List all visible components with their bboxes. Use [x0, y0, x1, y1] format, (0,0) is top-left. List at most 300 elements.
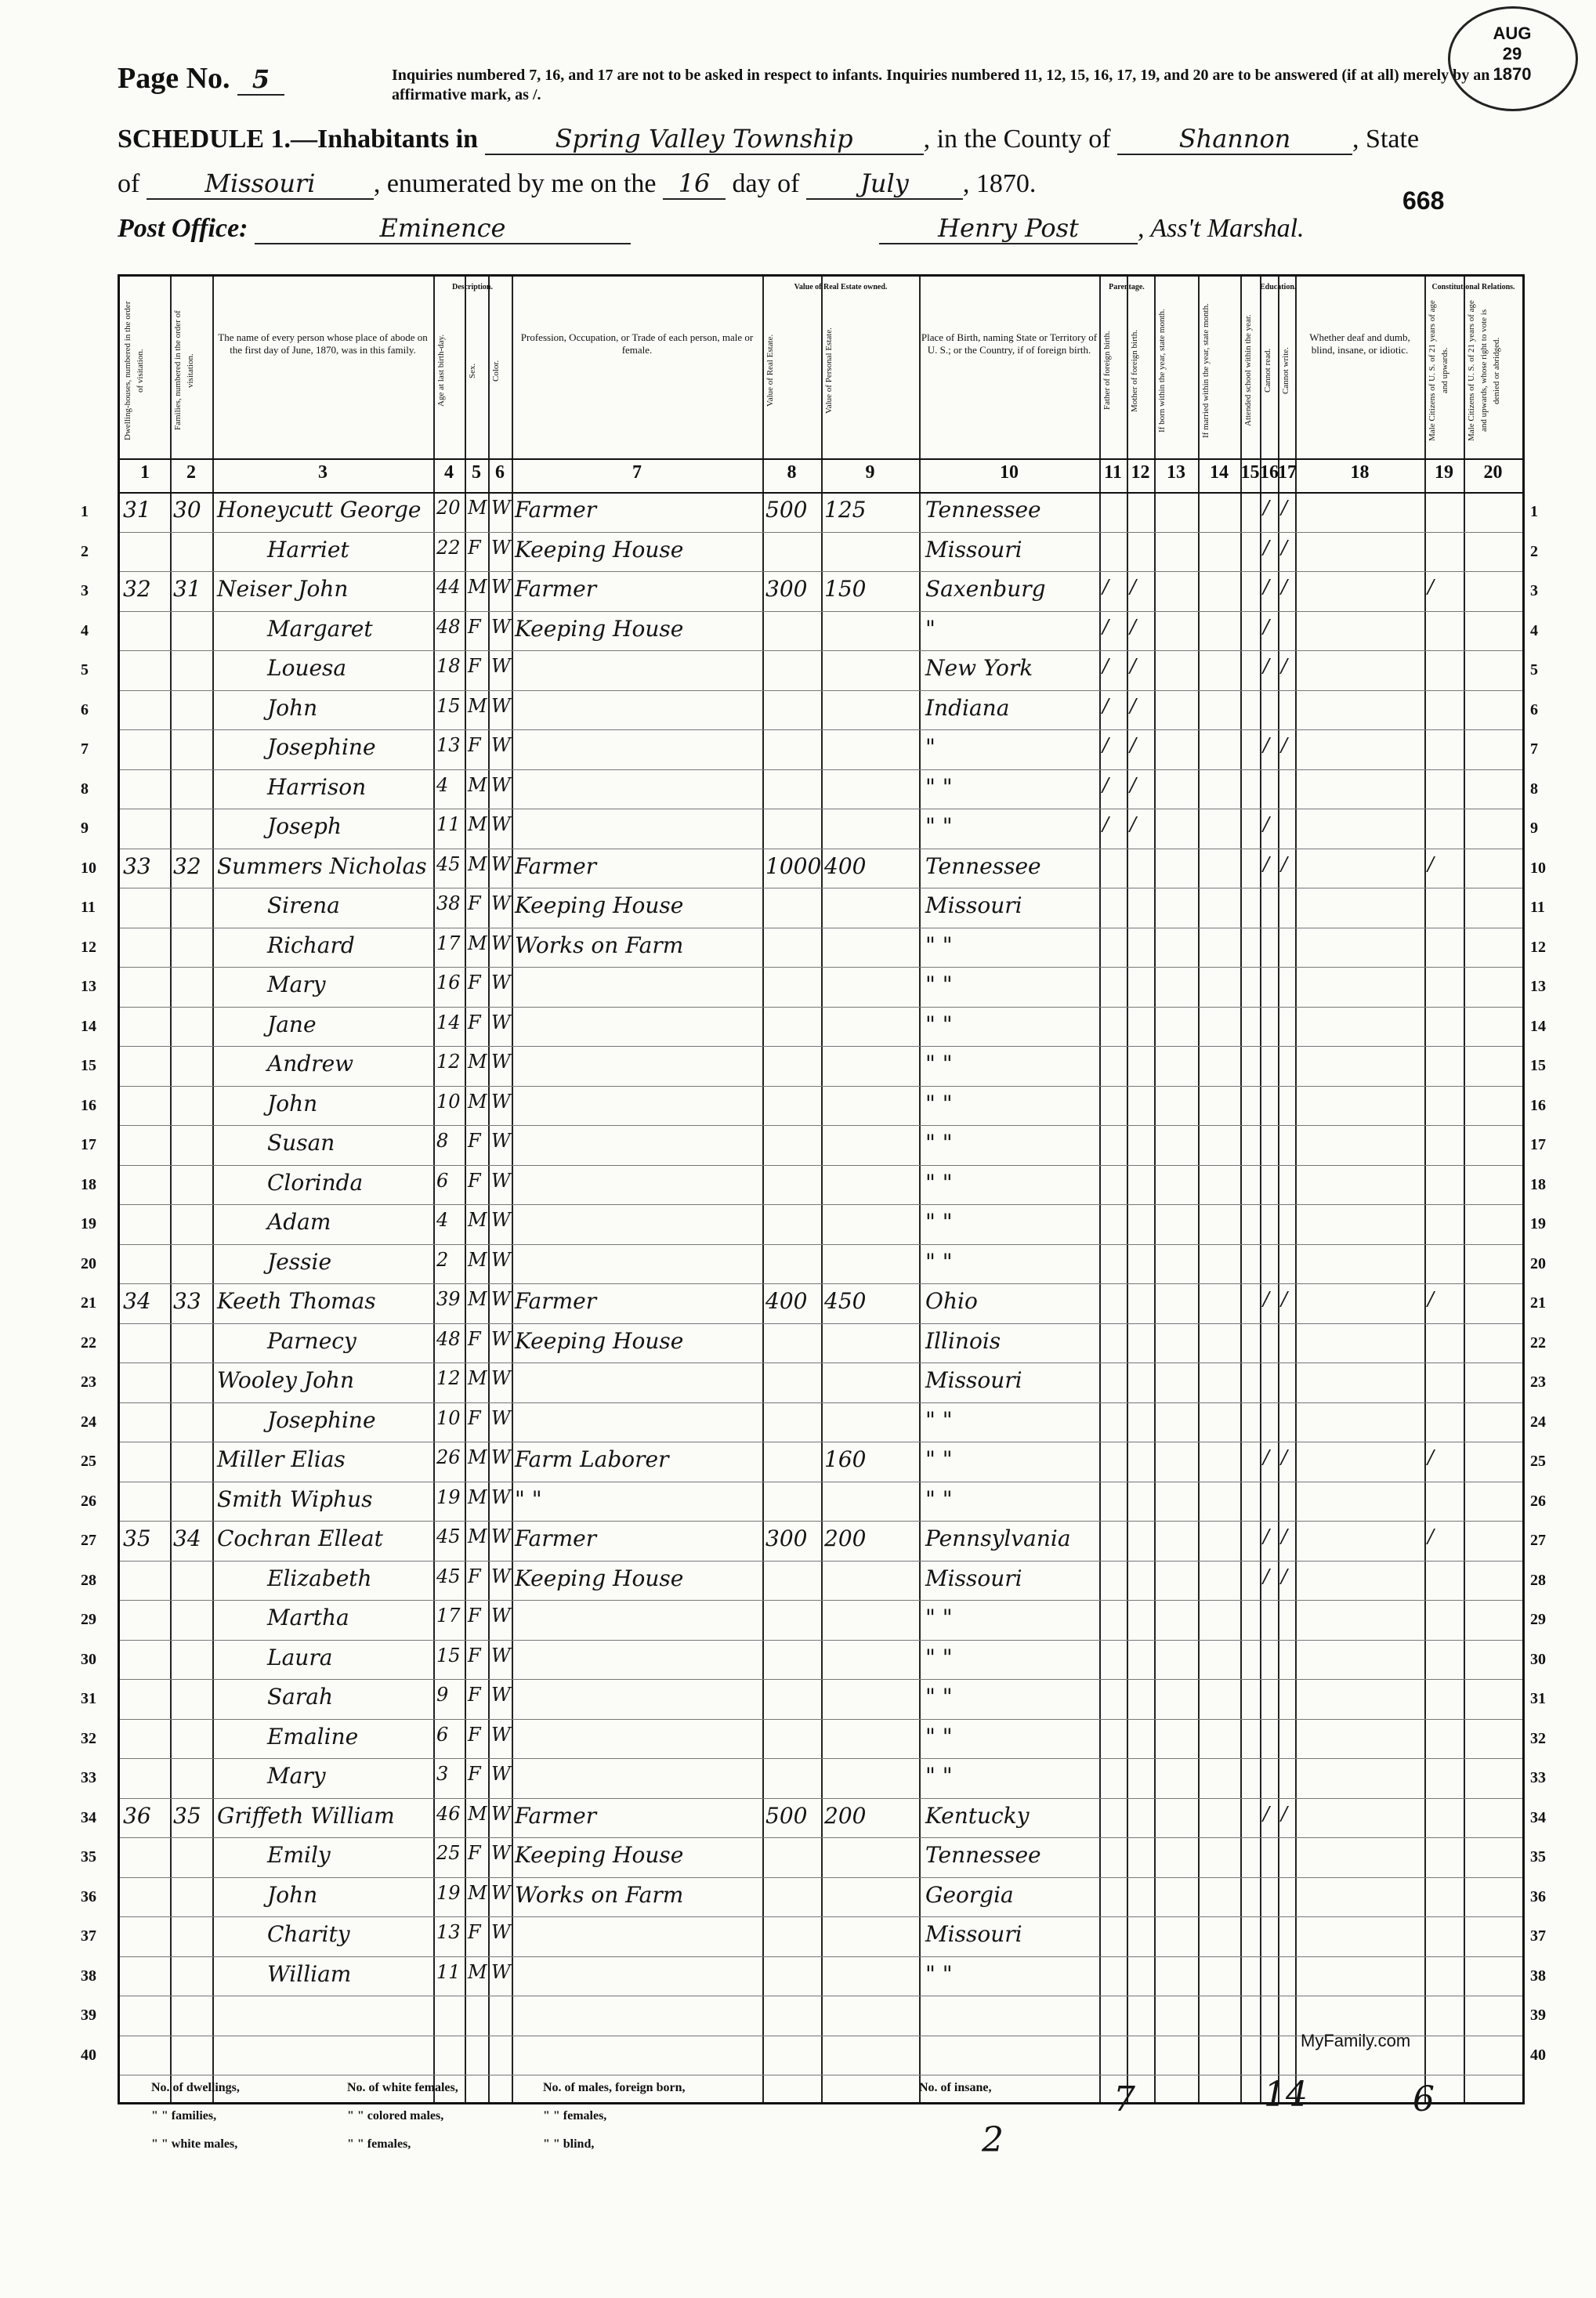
sex: M	[468, 1209, 487, 1231]
sex: F	[468, 536, 481, 559]
mother-foreign-mark: /	[1130, 615, 1137, 638]
column-number: 19	[1435, 462, 1453, 483]
row-rule	[120, 769, 1522, 770]
column-number: 20	[1483, 462, 1503, 483]
column-number: 7	[632, 462, 642, 483]
row-rule	[120, 1837, 1522, 1838]
column-divider	[1127, 277, 1128, 2102]
row-rule	[120, 1046, 1522, 1047]
column-header-6: Color.	[491, 360, 501, 382]
row-number-right: 18	[1530, 1175, 1546, 1193]
birthplace: Saxenburg	[925, 576, 1046, 602]
person-name: Honeycutt George	[217, 497, 422, 523]
person-name: Keeth Thomas	[217, 1288, 376, 1314]
color: W	[491, 1605, 511, 1627]
sex: M	[468, 1525, 487, 1547]
color: W	[491, 1130, 511, 1152]
row-number-right: 25	[1530, 1453, 1546, 1470]
column-divider	[1198, 277, 1200, 2102]
row-number-left: 38	[81, 1967, 96, 1985]
row-number-right: 20	[1530, 1254, 1546, 1272]
sex: F	[468, 972, 481, 993]
citizen-mark: /	[1428, 1525, 1435, 1547]
color: W	[491, 1288, 511, 1310]
birthplace: Missouri	[925, 1367, 1022, 1393]
age: 46	[436, 1802, 461, 1825]
row-number-left: 40	[81, 2046, 96, 2064]
cannot-read-mark: /	[1263, 1565, 1270, 1587]
date-stamp-text: AUG 29 1870	[1493, 24, 1532, 84]
birthplace: " "	[925, 1248, 953, 1275]
sex: F	[468, 1763, 481, 1785]
row-number-left: 7	[81, 740, 89, 758]
row-rule	[120, 1758, 1522, 1759]
birthplace: " "	[925, 813, 953, 839]
occupation: Keeping House	[515, 536, 684, 563]
row-number-left: 22	[81, 1334, 96, 1352]
sex: F	[468, 1565, 481, 1587]
cannot-read-mark: /	[1263, 1446, 1270, 1468]
column-header-15: Attended school within the year.	[1243, 314, 1253, 427]
column-number: 12	[1131, 462, 1150, 483]
sex: F	[468, 1842, 481, 1864]
row-number-left: 20	[81, 1254, 96, 1272]
person-name: Miller Elias	[217, 1446, 346, 1472]
row-rule	[120, 1402, 1522, 1403]
row-number-left: 10	[81, 859, 96, 877]
sex: M	[468, 1248, 487, 1271]
column-number: 15	[1240, 462, 1260, 483]
column-number: 14	[1210, 462, 1229, 483]
color: W	[491, 1842, 511, 1864]
row-rule	[120, 1679, 1522, 1680]
occupation: Farm Laborer	[515, 1446, 669, 1472]
row-number-right: 33	[1530, 1769, 1546, 1786]
row-rule	[120, 650, 1522, 651]
color: W	[491, 892, 511, 914]
row-number-left: 27	[81, 1532, 96, 1549]
cannot-read-mark: /	[1263, 536, 1270, 559]
row-number-right: 35	[1530, 1848, 1546, 1866]
row-number-left: 30	[81, 1650, 96, 1668]
footer-label: " " colored males,	[347, 2109, 444, 2122]
birthplace: Georgia	[925, 1881, 1014, 1908]
occupation: Farmer	[515, 852, 597, 879]
row-number-right: 30	[1530, 1650, 1546, 1668]
sex: M	[468, 813, 487, 835]
father-foreign-mark: /	[1102, 694, 1109, 717]
row-rule	[120, 611, 1522, 612]
personal-estate-value: 125	[824, 497, 867, 523]
column-number: 5	[472, 462, 481, 483]
occupation: Works on Farm	[515, 932, 684, 958]
color: W	[491, 1090, 511, 1113]
group-header-parentage: Parentage.	[1109, 283, 1145, 291]
column-divider	[170, 277, 172, 2102]
sex: M	[468, 694, 487, 717]
column-divider	[1424, 277, 1426, 2102]
age: 6	[436, 1723, 449, 1746]
cannot-read-mark: /	[1263, 734, 1270, 756]
column-divider	[465, 277, 466, 2102]
person-name: Clorinda	[267, 1169, 364, 1196]
real-estate-value: 300	[765, 1525, 808, 1551]
occupation: Keeping House	[515, 1327, 684, 1354]
sex: F	[468, 1684, 481, 1706]
column-header-2: Families, numbered in the order of visitation.	[173, 310, 195, 431]
age: 10	[436, 1090, 461, 1113]
cannot-read-mark: /	[1263, 1288, 1270, 1310]
column-header-20: Male Citizens of U. S. of 21 years of age and upwards, whose right to vote is denied or abridged.	[1467, 300, 1501, 441]
birthplace: " "	[925, 1684, 953, 1710]
row-number-right: 17	[1530, 1136, 1546, 1153]
sex: M	[468, 1486, 487, 1508]
row-number-right: 5	[1530, 661, 1538, 679]
row-number-left: 16	[81, 1096, 96, 1114]
day-field: 16	[663, 168, 726, 200]
color: W	[491, 1446, 511, 1468]
person-name: John	[267, 1090, 318, 1116]
sex: M	[468, 1802, 487, 1825]
family-number: 35	[173, 1802, 201, 1829]
column-number: 10	[1000, 462, 1019, 483]
education-tally: 14	[1264, 2075, 1308, 2115]
dwelling-number: 35	[123, 1525, 151, 1551]
father-foreign-mark: /	[1102, 773, 1109, 796]
row-number-left: 2	[81, 542, 89, 560]
row-number-left: 4	[81, 621, 89, 639]
group-header-value_group: Value of Real Estate owned.	[794, 283, 888, 291]
age: 20	[436, 497, 461, 519]
cannot-write-mark: /	[1281, 536, 1288, 559]
row-number-right: 12	[1530, 938, 1546, 956]
enumeration-line: of Missouri , enumerated by me on the 16 day of July , 1870.	[118, 168, 1037, 198]
row-rule	[120, 1600, 1522, 1601]
person-name: Jessie	[267, 1248, 332, 1275]
month-field: July	[806, 168, 963, 200]
post-office-line: Post Office: Eminence Henry Post , Ass't Marshal.	[118, 213, 1305, 243]
header-divider	[120, 458, 1522, 460]
age: 45	[436, 1525, 461, 1547]
row-number-left: 24	[81, 1413, 96, 1431]
person-name: Sirena	[267, 892, 340, 918]
sex: M	[468, 773, 487, 796]
birthplace: New York	[925, 655, 1033, 681]
dwelling-number: 31	[123, 497, 151, 523]
occupation: Farmer	[515, 1525, 597, 1551]
birthplace: Illinois	[925, 1327, 1001, 1354]
birthplace: " "	[925, 1763, 953, 1789]
row-number-right: 31	[1530, 1690, 1546, 1707]
person-name: Parnecy	[267, 1327, 356, 1354]
row-number-left: 11	[81, 899, 96, 916]
age: 8	[436, 1130, 449, 1152]
group-header-constitutional: Constitutional Relations.	[1431, 283, 1515, 291]
age: 45	[436, 852, 461, 875]
age: 12	[436, 1367, 461, 1389]
row-number-right: 32	[1530, 1729, 1546, 1747]
person-name: Jane	[267, 1011, 317, 1037]
row-number-right: 10	[1530, 859, 1546, 877]
age: 13	[436, 734, 461, 756]
column-header-16: Cannot read.	[1263, 348, 1272, 393]
column-number: 3	[318, 462, 328, 483]
column-header-14: If married within the year, state month.	[1201, 303, 1211, 438]
person-name: Sarah	[267, 1684, 333, 1710]
birthplace: "	[925, 734, 936, 760]
footer-label: " " females,	[347, 2137, 411, 2151]
birthplace: Missouri	[925, 892, 1022, 918]
sheet-number: 668	[1402, 186, 1445, 215]
person-name: Martha	[267, 1605, 349, 1630]
sex: M	[468, 932, 487, 954]
color: W	[491, 497, 511, 519]
person-name: Emily	[267, 1842, 331, 1868]
age: 18	[436, 655, 461, 677]
footer-label: " " females,	[543, 2109, 607, 2122]
color: W	[491, 694, 511, 717]
person-name: Louesa	[267, 655, 347, 681]
constitutional-tally: 6	[1413, 2079, 1435, 2119]
row-number-right: 4	[1530, 621, 1538, 639]
age: 11	[436, 1960, 461, 1983]
birthplace: " "	[925, 1486, 953, 1512]
age: 6	[436, 1169, 449, 1192]
column-header-7: Profession, Occupation, or Trade of each person, male or female.	[520, 331, 754, 356]
row-rule	[120, 1204, 1522, 1205]
row-number-right: 3	[1530, 582, 1538, 599]
row-number-right: 19	[1530, 1215, 1546, 1232]
sex: F	[468, 1011, 481, 1033]
color: W	[491, 1644, 511, 1667]
row-number-right: 13	[1530, 978, 1546, 995]
birthplace: " "	[925, 1169, 953, 1196]
birthplace: "	[925, 615, 936, 642]
person-name: Andrew	[267, 1051, 354, 1077]
column-header-4: Age at last birth-day.	[436, 334, 446, 407]
person-name: Susan	[267, 1130, 335, 1156]
father-foreign-mark: /	[1102, 813, 1109, 835]
row-number-left: 31	[81, 1690, 96, 1707]
cannot-write-mark: /	[1281, 1565, 1288, 1587]
footer-label: No. of males, foreign born,	[543, 2081, 686, 2094]
cannot-write-mark: /	[1281, 852, 1288, 875]
dwelling-number: 36	[123, 1802, 151, 1829]
row-number-right: 37	[1530, 1927, 1546, 1945]
citizen-mark: /	[1428, 1288, 1435, 1310]
row-number-right: 40	[1530, 2046, 1546, 2064]
row-number-left: 39	[81, 2007, 96, 2024]
row-rule	[120, 1165, 1522, 1166]
person-name: Harriet	[267, 536, 349, 563]
row-number-left: 18	[81, 1175, 96, 1193]
column-divider	[1295, 277, 1297, 2102]
sex: M	[468, 1446, 487, 1468]
dwelling-number: 34	[123, 1288, 151, 1314]
birthplace: Missouri	[925, 1565, 1022, 1591]
birthplace: " "	[925, 1130, 953, 1156]
row-rule	[120, 1719, 1522, 1720]
occupation: " "	[515, 1486, 542, 1512]
birthplace: " "	[925, 1605, 953, 1630]
color: W	[491, 615, 511, 638]
person-name: Margaret	[267, 615, 373, 642]
color: W	[491, 1169, 511, 1192]
sex: M	[468, 576, 487, 598]
marshal-field: Henry Post	[879, 213, 1138, 244]
column-header-9: Value of Personal Estate.	[824, 328, 834, 414]
person-name: Richard	[267, 932, 355, 958]
row-number-right: 29	[1530, 1611, 1546, 1628]
cannot-write-mark: /	[1281, 1802, 1288, 1825]
color: W	[491, 1921, 511, 1943]
person-name: Neiser John	[217, 576, 349, 602]
row-rule	[120, 532, 1522, 533]
row-number-left: 34	[81, 1808, 96, 1826]
footer-label: " " blind,	[543, 2137, 595, 2151]
sex: F	[468, 615, 481, 638]
row-number-right: 7	[1530, 740, 1538, 758]
column-divider	[919, 277, 921, 2102]
family-number: 31	[173, 576, 201, 602]
sex: F	[468, 734, 481, 756]
cannot-read-mark: /	[1263, 813, 1270, 835]
birthplace: Tennessee	[925, 852, 1041, 879]
personal-estate-value: 450	[824, 1288, 867, 1314]
cannot-write-mark: /	[1281, 1288, 1288, 1310]
sex: F	[468, 1644, 481, 1667]
sex: F	[468, 1327, 481, 1350]
color: W	[491, 1881, 511, 1904]
birthplace: " "	[925, 1644, 953, 1670]
citizen-mark: /	[1428, 852, 1435, 875]
occupation: Farmer	[515, 1288, 597, 1314]
occupation: Keeping House	[515, 892, 684, 918]
column-header-10: Place of Birth, naming State or Territory of U. S.; or the Country, if of foreign birth.	[921, 331, 1098, 356]
footer-label: " " families,	[151, 2109, 217, 2122]
column-number: 17	[1278, 462, 1297, 483]
person-name: Griffeth William	[217, 1802, 395, 1829]
sex: M	[468, 1367, 487, 1389]
person-name: Harrison	[267, 773, 367, 800]
footer-label: " " white males,	[151, 2137, 238, 2151]
age: 39	[436, 1288, 461, 1310]
cannot-write-mark: /	[1281, 734, 1288, 756]
cannot-read-mark: /	[1263, 1802, 1270, 1825]
column-divider	[1278, 277, 1279, 2102]
age: 48	[436, 615, 461, 638]
row-number-right: 36	[1530, 1887, 1546, 1905]
color: W	[491, 536, 511, 559]
birthplace: Indiana	[925, 694, 1010, 721]
row-number-left: 9	[81, 820, 89, 837]
color: W	[491, 1406, 511, 1429]
row-number-right: 34	[1530, 1808, 1546, 1826]
person-name: John	[267, 694, 318, 721]
age: 13	[436, 1921, 461, 1943]
column-number: 1	[140, 462, 150, 483]
sex: F	[468, 892, 481, 914]
column-header-8: Value of Real Estate.	[765, 334, 775, 407]
row-rule	[120, 967, 1522, 968]
personal-estate-value: 160	[824, 1446, 867, 1472]
row-number-right: 2	[1530, 542, 1538, 560]
age: 38	[436, 892, 461, 914]
personal-estate-value: 200	[824, 1525, 867, 1551]
age: 4	[436, 1209, 449, 1231]
row-number-right: 26	[1530, 1492, 1546, 1510]
row-rule	[120, 1640, 1522, 1641]
cannot-read-mark: /	[1263, 576, 1270, 598]
citizen-mark: /	[1428, 1446, 1435, 1468]
row-rule	[120, 1086, 1522, 1087]
page-number-label: Page No. 5	[118, 61, 284, 96]
color: W	[491, 932, 511, 954]
column-divider	[1464, 277, 1465, 2102]
mother-foreign-mark: /	[1130, 655, 1137, 677]
birthplace: " "	[925, 972, 953, 997]
real-estate-value: 500	[765, 497, 808, 523]
row-rule	[120, 1283, 1522, 1284]
birthplace: " "	[925, 1960, 953, 1987]
color: W	[491, 972, 511, 993]
family-number: 33	[173, 1288, 201, 1314]
birthplace: Missouri	[925, 536, 1022, 563]
citizen-mark: /	[1428, 576, 1435, 598]
person-name: Mary	[267, 972, 326, 997]
township-field: Spring Valley Township	[485, 124, 924, 155]
age: 14	[436, 1011, 461, 1033]
post-office-field: Eminence	[255, 213, 631, 244]
person-name: Josephine	[267, 734, 376, 760]
age: 45	[436, 1565, 461, 1587]
row-number-right: 11	[1530, 899, 1545, 916]
age: 17	[436, 1605, 461, 1627]
row-number-left: 35	[81, 1848, 96, 1866]
birthplace: Kentucky	[925, 1802, 1030, 1829]
county-field: Shannon	[1117, 124, 1352, 155]
column-divider	[762, 277, 764, 2102]
color: W	[491, 655, 511, 677]
row-number-right: 27	[1530, 1532, 1546, 1549]
footer-label: No. of white females,	[347, 2081, 458, 2094]
mother-foreign-mark: /	[1130, 813, 1137, 835]
row-number-left: 28	[81, 1571, 96, 1589]
birthplace: " "	[925, 773, 953, 800]
age: 15	[436, 694, 461, 717]
column-number: 8	[787, 462, 797, 483]
mother-foreign-mark: /	[1130, 576, 1137, 598]
person-name: William	[267, 1960, 352, 1987]
color: W	[491, 1209, 511, 1231]
color: W	[491, 576, 511, 598]
row-rule	[120, 1125, 1522, 1126]
row-rule	[120, 1916, 1522, 1917]
row-number-right: 8	[1530, 780, 1538, 798]
row-number-right: 23	[1530, 1373, 1546, 1391]
age: 9	[436, 1684, 449, 1706]
family-number: 32	[173, 852, 201, 879]
age: 26	[436, 1446, 461, 1468]
mother-foreign-mark: /	[1130, 773, 1137, 796]
column-number: 4	[444, 462, 454, 483]
person-name: John	[267, 1881, 318, 1908]
color: W	[491, 1763, 511, 1785]
column-divider	[212, 277, 214, 2102]
row-number-right: 15	[1530, 1057, 1546, 1074]
column-divider	[1240, 277, 1242, 2102]
row-rule	[120, 1007, 1522, 1008]
